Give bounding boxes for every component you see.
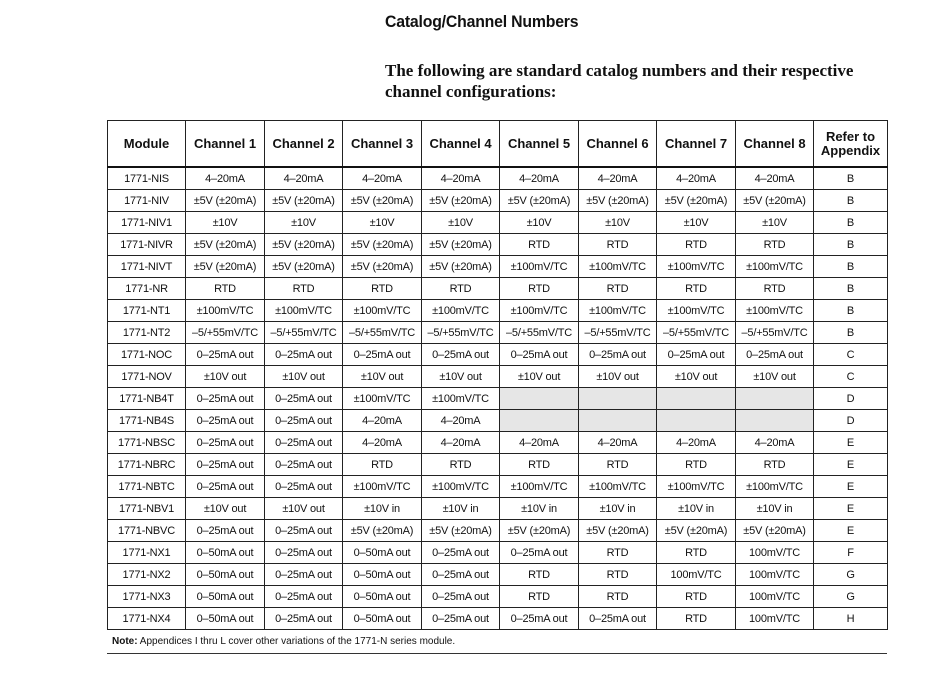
channel-cell: 100mV/TC [736,564,814,586]
channel-cell: 0–50mA out [186,542,265,564]
channel-cell: RTD [579,564,657,586]
table-row [108,167,888,190]
channel-cell: ±100mV/TC [500,256,579,278]
channel-cell: 0–25mA out [265,344,343,366]
table-row [108,322,888,344]
column-header-appendix: Refer to Appendix [814,121,888,168]
channel-cell: ±100mV/TC [500,300,579,322]
channel-cell: ±100mV/TC [736,300,814,322]
channel-cell: –5/+55mV/TC [186,322,265,344]
channel-cell: ±5V (±20mA) [422,190,500,212]
channel-cell: ±5V (±20mA) [343,256,422,278]
channel-cell: 0–25mA out [579,344,657,366]
module-cell: 1771-NB4T [108,388,186,410]
channel-cell: RTD [579,234,657,256]
channel-cell: 0–25mA out [736,344,814,366]
table-row [108,586,888,608]
channel-cell: 0–25mA out [265,476,343,498]
table-row [108,454,888,476]
appendix-cell: D [814,410,888,432]
channel-cell: RTD [657,234,736,256]
column-header-channel-5: Channel 5 [500,121,579,168]
column-header-channel-4: Channel 4 [422,121,500,168]
appendix-cell: E [814,520,888,542]
channel-cell: ±100mV/TC [579,476,657,498]
channel-cell: ±5V (±20mA) [343,234,422,256]
channel-cell [657,388,736,410]
channel-cell: RTD [422,278,500,300]
module-cell: 1771-NR [108,278,186,300]
table-row [108,498,888,520]
module-cell: 1771-NIV [108,190,186,212]
channel-cell: 4–20mA [422,410,500,432]
channel-cell: ±5V (±20mA) [422,256,500,278]
channel-cell: ±100mV/TC [422,388,500,410]
channel-cell: –5/+55mV/TC [265,322,343,344]
channel-cell: 0–25mA out [265,388,343,410]
channel-cell: ±10V [736,212,814,234]
appendix-cell: E [814,432,888,454]
channel-cell: 0–25mA out [265,432,343,454]
note-label: Note: [112,636,138,647]
channel-cell: ±5V (±20mA) [736,190,814,212]
channel-cell: ±100mV/TC [343,300,422,322]
channel-cell: RTD [736,278,814,300]
module-cell: 1771-NBVC [108,520,186,542]
channel-cell: 4–20mA [343,432,422,454]
channel-cell: ±10V in [736,498,814,520]
channel-cell: ±10V [657,212,736,234]
channel-cell [579,410,657,432]
channel-cell: 0–25mA out [265,454,343,476]
channel-cell: 100mV/TC [657,564,736,586]
module-cell: 1771-NBRC [108,454,186,476]
channel-cell: ±100mV/TC [657,256,736,278]
column-header-channel-1: Channel 1 [186,121,265,168]
channel-cell: ±5V (±20mA) [579,520,657,542]
appendix-cell: B [814,190,888,212]
channel-cell: ±10V [186,212,265,234]
table-row [108,300,888,322]
table-row [108,366,888,388]
appendix-cell: C [814,366,888,388]
channel-cell: RTD [657,542,736,564]
channel-cell: 0–25mA out [422,542,500,564]
note-text: Appendices I thru L cover other variations of the 1771-N series module. [137,636,456,647]
channel-cell: 0–25mA out [265,564,343,586]
channel-cell: 0–25mA out [265,520,343,542]
channel-cell: 0–25mA out [186,520,265,542]
channel-cell [736,410,814,432]
channel-cell: 100mV/TC [736,542,814,564]
channel-cell: ±10V out [265,366,343,388]
column-header-module: Module [108,121,186,168]
channel-cell: 0–25mA out [265,542,343,564]
appendix-cell: C [814,344,888,366]
module-cell: 1771-NBSC [108,432,186,454]
channel-cell: RTD [579,278,657,300]
channel-cell: –5/+55mV/TC [736,322,814,344]
channel-cell: ±10V [579,212,657,234]
channel-cell: ±5V (±20mA) [186,256,265,278]
channel-cell: 0–25mA out [186,454,265,476]
channel-cell: 0–25mA out [343,344,422,366]
channel-cell: ±5V (±20mA) [500,520,579,542]
appendix-cell: F [814,542,888,564]
channel-cell: 0–25mA out [186,476,265,498]
channel-cell: –5/+55mV/TC [343,322,422,344]
channel-cell: 0–25mA out [265,608,343,630]
channel-cell: ±5V (±20mA) [265,256,343,278]
module-cell: 1771-NOC [108,344,186,366]
channel-cell: 4–20mA [736,167,814,190]
channel-cell: ±100mV/TC [422,300,500,322]
channel-cell: 4–20mA [343,410,422,432]
appendix-cell: G [814,564,888,586]
channel-cell: 4–20mA [422,167,500,190]
channel-cell: ±100mV/TC [186,300,265,322]
channel-cell: ±100mV/TC [500,476,579,498]
column-header-channel-3: Channel 3 [343,121,422,168]
channel-cell: RTD [265,278,343,300]
module-cell: 1771-NIS [108,167,186,190]
module-cell: 1771-NOV [108,366,186,388]
module-cell: 1771-NIV1 [108,212,186,234]
channel-cell: 4–20mA [500,432,579,454]
channel-cell: ±10V in [500,498,579,520]
module-cell: 1771-NX1 [108,542,186,564]
table-row [108,234,888,256]
channel-cell: 0–50mA out [186,586,265,608]
channel-cell: ±5V (±20mA) [343,190,422,212]
channel-cell: ±100mV/TC [657,476,736,498]
channel-cell [736,388,814,410]
channel-cell: 0–25mA out [500,608,579,630]
channel-cell [657,410,736,432]
column-header-channel-6: Channel 6 [579,121,657,168]
column-header-channel-8: Channel 8 [736,121,814,168]
channel-cell: 4–20mA [657,432,736,454]
table-row [108,344,888,366]
channel-cell: 100mV/TC [736,608,814,630]
channel-cell: RTD [186,278,265,300]
table-body [108,167,888,630]
channel-cell: ±100mV/TC [343,476,422,498]
channel-cell: RTD [657,454,736,476]
channel-cell: 4–20mA [265,167,343,190]
channel-cell: ±10V out [657,366,736,388]
appendix-cell: B [814,234,888,256]
channel-cell [500,388,579,410]
channel-cell: RTD [579,542,657,564]
appendix-cell: E [814,454,888,476]
channel-cell: ±10V out [265,498,343,520]
appendix-cell: B [814,167,888,190]
table-row [108,542,888,564]
module-cell: 1771-NIVT [108,256,186,278]
channel-cell: RTD [500,234,579,256]
channel-cell: 100mV/TC [736,586,814,608]
channel-cell: –5/+55mV/TC [422,322,500,344]
appendix-cell: B [814,212,888,234]
channel-cell: 0–25mA out [500,542,579,564]
channel-cell: 4–20mA [579,167,657,190]
page-heading: Catalog/Channel Numbers [385,12,579,31]
table-row [108,278,888,300]
module-cell: 1771-NT1 [108,300,186,322]
column-header-channel-7: Channel 7 [657,121,736,168]
table-row [108,476,888,498]
channel-cell: ±100mV/TC [657,300,736,322]
channel-cell: 0–25mA out [657,344,736,366]
appendix-cell: D [814,388,888,410]
channel-cell: ±10V [265,212,343,234]
channel-cell: 0–25mA out [265,586,343,608]
channel-cell: ±100mV/TC [736,256,814,278]
channel-cell: 0–25mA out [422,564,500,586]
channel-cell: –5/+55mV/TC [500,322,579,344]
channel-cell: RTD [657,278,736,300]
channel-cell: 0–25mA out [500,344,579,366]
appendix-cell: B [814,322,888,344]
channel-cell: RTD [736,234,814,256]
table-header-row [108,121,888,168]
channel-cell: 0–25mA out [186,344,265,366]
channel-cell: ±100mV/TC [579,300,657,322]
channel-cell: ±10V [500,212,579,234]
channel-cell: RTD [736,454,814,476]
channel-cell: RTD [500,278,579,300]
channel-cell: 0–25mA out [186,410,265,432]
channel-cell: 0–25mA out [265,410,343,432]
catalog-channel-table [107,120,888,630]
channel-cell: RTD [500,564,579,586]
module-cell: 1771-NT2 [108,322,186,344]
module-cell: 1771-NX2 [108,564,186,586]
catalog-table-container [107,120,887,630]
channel-cell: RTD [657,608,736,630]
channel-cell: RTD [500,586,579,608]
channel-cell: ±10V [422,212,500,234]
channel-cell: 0–50mA out [186,608,265,630]
appendix-cell: E [814,498,888,520]
channel-cell: ±5V (±20mA) [736,520,814,542]
channel-cell: ±10V out [186,498,265,520]
channel-cell: ±100mV/TC [265,300,343,322]
appendix-cell: B [814,300,888,322]
channel-cell: RTD [343,454,422,476]
channel-cell: ±5V (±20mA) [265,190,343,212]
channel-cell: 0–25mA out [186,388,265,410]
table-row [108,608,888,630]
column-header-channel-2: Channel 2 [265,121,343,168]
channel-cell: ±5V (±20mA) [500,190,579,212]
table-row [108,564,888,586]
appendix-cell: B [814,256,888,278]
channel-cell: ±5V (±20mA) [579,190,657,212]
channel-cell: ±10V [343,212,422,234]
channel-cell: 0–25mA out [422,586,500,608]
appendix-cell: H [814,608,888,630]
channel-cell: RTD [579,454,657,476]
channel-cell: 4–20mA [186,167,265,190]
channel-cell: ±5V (±20mA) [657,190,736,212]
table-row [108,256,888,278]
channel-cell: ±10V out [736,366,814,388]
channel-cell: ±100mV/TC [579,256,657,278]
channel-cell: ±5V (±20mA) [265,234,343,256]
channel-cell: ±10V out [343,366,422,388]
table-row [108,410,888,432]
channel-cell: 0–50mA out [343,608,422,630]
channel-cell: ±10V out [579,366,657,388]
channel-cell: 0–50mA out [186,564,265,586]
channel-cell: ±10V out [500,366,579,388]
module-cell: 1771-NX4 [108,608,186,630]
channel-cell: 0–25mA out [422,344,500,366]
table-row [108,388,888,410]
channel-cell: ±100mV/TC [422,476,500,498]
channel-cell: ±100mV/TC [736,476,814,498]
channel-cell: 4–20mA [657,167,736,190]
channel-cell: RTD [579,586,657,608]
channel-cell: ±5V (±20mA) [422,520,500,542]
channel-cell: 0–25mA out [422,608,500,630]
appendix-cell: B [814,278,888,300]
channel-cell: ±10V out [186,366,265,388]
channel-cell: ±5V (±20mA) [422,234,500,256]
module-cell: 1771-NB4S [108,410,186,432]
intro-paragraph: The following are standard catalog numbers and their respective channel configurations: [385,61,854,101]
module-cell: 1771-NBTC [108,476,186,498]
channel-cell: ±100mV/TC [343,388,422,410]
appendix-cell: E [814,476,888,498]
appendix-cell: G [814,586,888,608]
module-cell: 1771-NBV1 [108,498,186,520]
table-note [112,636,455,647]
channel-cell: RTD [343,278,422,300]
table-row [108,212,888,234]
channel-cell: 4–20mA [579,432,657,454]
channel-cell: RTD [500,454,579,476]
channel-cell: ±5V (±20mA) [186,234,265,256]
channel-cell: ±5V (±20mA) [343,520,422,542]
note-divider [107,653,887,654]
table-row [108,520,888,542]
channel-cell: 0–50mA out [343,542,422,564]
channel-cell: –5/+55mV/TC [657,322,736,344]
channel-cell: ±10V in [422,498,500,520]
channel-cell: 0–25mA out [579,608,657,630]
channel-cell: –5/+55mV/TC [579,322,657,344]
channel-cell: 4–20mA [343,167,422,190]
channel-cell [500,410,579,432]
channel-cell: ±5V (±20mA) [657,520,736,542]
table-row [108,190,888,212]
module-cell: 1771-NIVR [108,234,186,256]
channel-cell [579,388,657,410]
channel-cell: 0–50mA out [343,564,422,586]
channel-cell: ±10V in [657,498,736,520]
channel-cell: ±10V out [422,366,500,388]
channel-cell: 0–25mA out [186,432,265,454]
channel-cell: 4–20mA [422,432,500,454]
channel-cell: ±10V in [579,498,657,520]
channel-cell: 4–20mA [736,432,814,454]
channel-cell: ±10V in [343,498,422,520]
channel-cell: 4–20mA [500,167,579,190]
module-cell: 1771-NX3 [108,586,186,608]
channel-cell: RTD [422,454,500,476]
table-row [108,432,888,454]
channel-cell: RTD [657,586,736,608]
channel-cell: ±5V (±20mA) [186,190,265,212]
channel-cell: 0–50mA out [343,586,422,608]
